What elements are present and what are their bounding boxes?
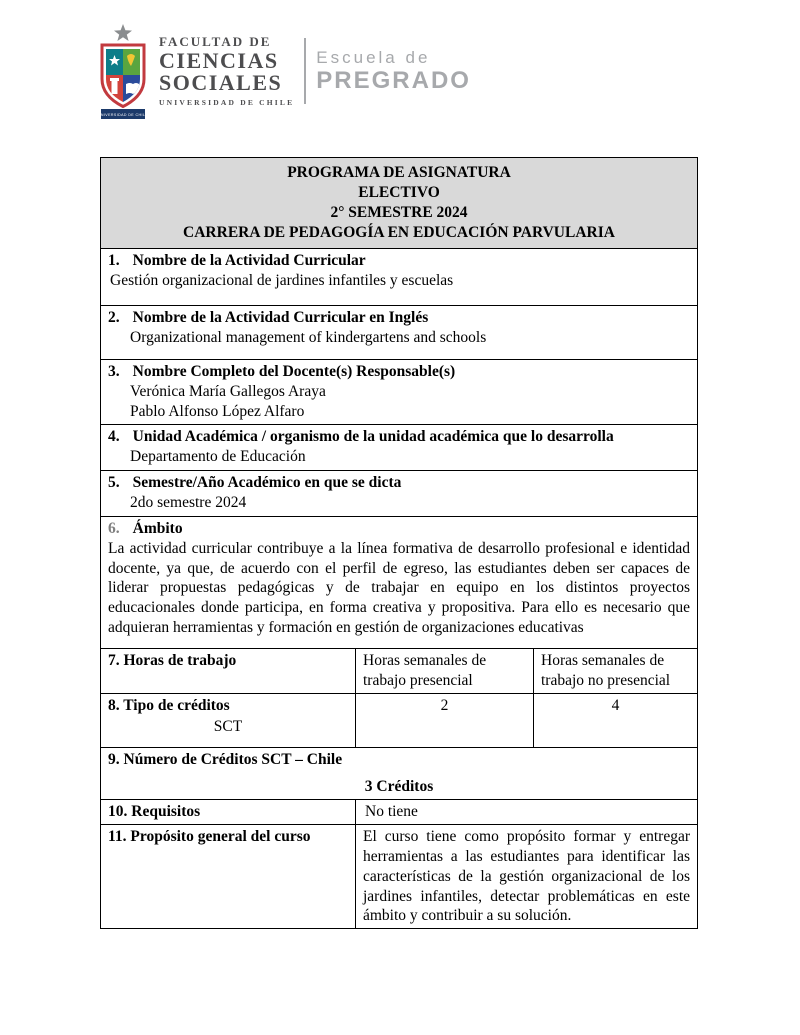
row3-value2: Pablo Alfonso López Alfaro	[130, 402, 305, 420]
faculty-name-block	[159, 34, 294, 107]
row6-value: La actividad curricular contribuye a la línea formativa de desarrollo profesional e identidad docente, ya que, de acuerdo con el perfil de egreso, las estudiantes deben ser capaces de liderar propuestas pedagógicas y de trabajar en equipo en los distintos proyectos educacionales donde participa, en forma creativa y propositiva. Para ello es necesario que adquieran herramientas y formación en gestión de organizaciones educativas	[108, 539, 691, 637]
row-numero-creditos	[101, 747, 698, 800]
row10-label: 10. Requisitos	[108, 803, 201, 821]
row-semestre	[101, 471, 698, 517]
row-ambito	[101, 517, 698, 649]
row-tipo-creditos	[101, 693, 698, 747]
header-line4: CARRERA DE PEDAGOGÍA EN EDUCACIÓN PARVULARIA	[183, 224, 615, 241]
school-line1: Escuela de	[316, 48, 431, 67]
faculty-line2: CIENCIAS	[159, 48, 279, 73]
table-header-row	[101, 158, 698, 249]
svg-text:UNIVERSIDAD DE CHILE: UNIVERSIDAD DE CHILE	[97, 113, 149, 117]
row7-col3: Horas semanales de trabajo no presencial	[541, 652, 671, 689]
row1-value: Gestión organizacional de jardines infantiles y escuelas	[110, 271, 454, 289]
row10-value: No tiene	[365, 803, 418, 821]
row6-number: 6.	[108, 520, 120, 537]
table-header-cell	[101, 158, 698, 249]
row-requisitos	[101, 800, 698, 825]
row8-col2: 2	[440, 696, 449, 714]
row-horas-trabajo	[101, 649, 698, 694]
row1-number: 1.	[108, 252, 120, 269]
row5-number: 5.	[108, 474, 120, 491]
row4-number: 4.	[108, 428, 120, 445]
header-line2: ELECTIVO	[358, 184, 440, 201]
header-line3: 2° SEMESTRE 2024	[330, 204, 468, 221]
row7-label: 7. Horas de trabajo	[108, 652, 237, 669]
row3-number: 3.	[108, 363, 120, 380]
university-logo	[95, 22, 471, 126]
faculty-line3: SOCIALES	[159, 70, 283, 95]
row3-value1: Verónica María Gallegos Araya	[130, 382, 326, 400]
row4-value: Departamento de Educación	[130, 447, 306, 465]
row-unidad-academica	[101, 425, 698, 471]
row-nombre-ingles	[101, 306, 698, 360]
header-line1: PROGRAMA DE ASIGNATURA	[287, 164, 511, 181]
row2-label: Nombre de la Actividad Curricular en Inglés	[132, 309, 429, 326]
school-line2: PREGRADO	[316, 67, 471, 94]
row2-number: 2.	[108, 309, 120, 326]
syllabus-table	[100, 157, 698, 929]
logo-divider	[304, 38, 306, 104]
row5-value: 2do semestre 2024	[130, 493, 247, 511]
row5-label: Semestre/Año Académico en que se dicta	[132, 474, 402, 491]
row7-col2: Horas semanales de trabajo presencial	[363, 652, 487, 689]
row-proposito	[101, 825, 698, 929]
faculty-line1: FACULTAD DE	[159, 34, 272, 49]
school-name-block	[316, 48, 471, 94]
row11-value: El curso tiene como propósito formar y entregar herramientas a las estudiantes para identificar las características de la gestión organizacional de los jardines infantiles, detectar problemáticas en este ámbito y contribuir a su solución.	[363, 828, 691, 925]
row4-label: Unidad Académica / organismo de la unidad académica que lo desarrolla	[132, 428, 614, 445]
row-nombre-actividad	[101, 249, 698, 306]
row11-label: 11. Propósito general del curso	[108, 828, 311, 846]
row8-sublabel: SCT	[213, 718, 243, 736]
row6-label: Ámbito	[132, 520, 183, 537]
row8-label: 8. Tipo de créditos	[108, 696, 230, 714]
row9-label: 9. Número de Créditos SCT – Chile	[108, 750, 343, 768]
row8-col3: 4	[611, 696, 620, 714]
row9-value: 3 Créditos	[364, 778, 434, 796]
row2-value: Organizational management of kindergartens and schools	[130, 328, 487, 346]
row1-label: Nombre de la Actividad Curricular	[132, 252, 366, 269]
row3-label: Nombre Completo del Docente(s) Responsable(s)	[132, 363, 456, 380]
university-name: UNIVERSIDAD DE CHILE	[159, 98, 295, 107]
row-docentes	[101, 360, 698, 425]
university-shield-icon	[95, 22, 151, 126]
